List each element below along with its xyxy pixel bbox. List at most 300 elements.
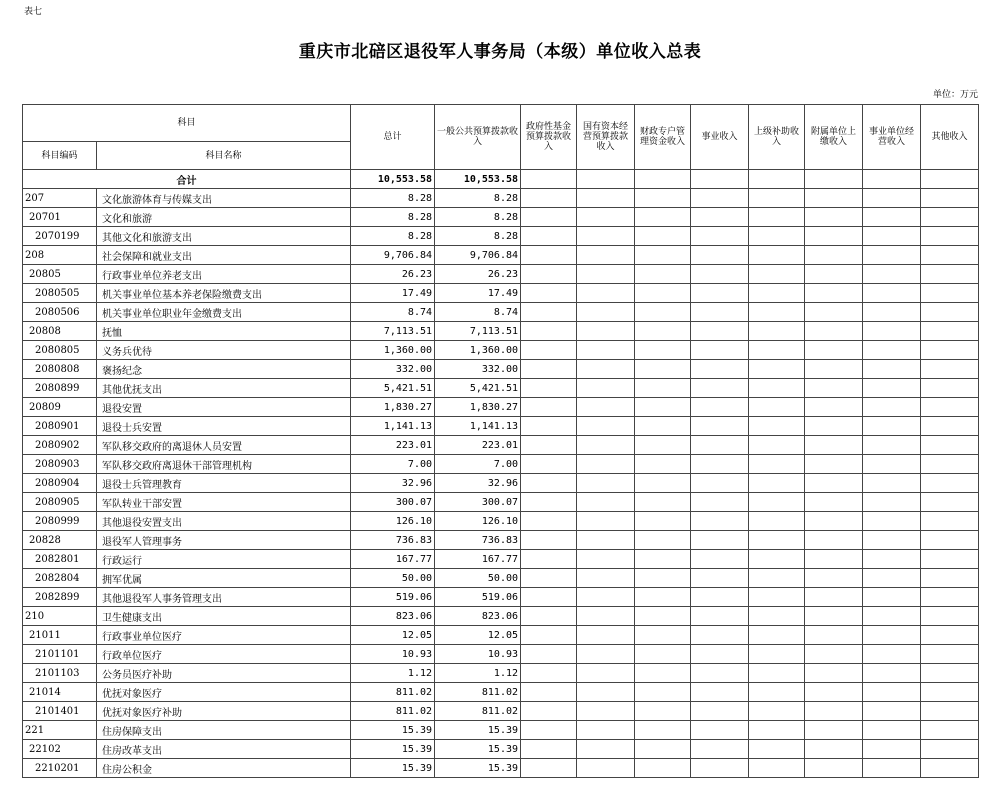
row-empty-cell [749, 189, 805, 208]
row-total: 811.02 [351, 683, 435, 702]
row-empty-cell [521, 721, 577, 740]
row-code: 21011 [23, 626, 97, 645]
row-total: 1,141.13 [351, 417, 435, 436]
row-name: 住房改革支出 [97, 740, 351, 759]
row-empty-cell [577, 360, 635, 379]
row-empty-cell [577, 284, 635, 303]
row-empty-cell [521, 626, 577, 645]
row-general: 15.39 [435, 721, 521, 740]
row-name: 拥军优属 [97, 569, 351, 588]
header-state-capital: 国有资本经营预算拨款收入 [577, 105, 635, 170]
row-empty-cell [749, 436, 805, 455]
row-total: 1,830.27 [351, 398, 435, 417]
row-empty-cell [749, 759, 805, 778]
row-name: 其他文化和旅游支出 [97, 227, 351, 246]
row-total: 9,706.84 [351, 246, 435, 265]
row-empty-cell [749, 455, 805, 474]
row-empty-cell [805, 322, 863, 341]
row-empty-cell [691, 436, 749, 455]
row-empty-cell [635, 664, 691, 683]
row-empty-cell [749, 721, 805, 740]
row-total: 8.28 [351, 189, 435, 208]
row-empty-cell [635, 512, 691, 531]
total-row [23, 170, 979, 189]
row-total: 15.39 [351, 759, 435, 778]
row-general: 50.00 [435, 569, 521, 588]
row-general: 8.28 [435, 189, 521, 208]
table-row [23, 550, 979, 569]
row-empty-cell [635, 455, 691, 474]
row-empty-cell [521, 550, 577, 569]
row-empty-cell [749, 265, 805, 284]
row-empty-cell [863, 683, 921, 702]
row-empty-cell [749, 208, 805, 227]
row-code: 22102 [23, 740, 97, 759]
row-code: 2082804 [23, 569, 97, 588]
row-empty-cell [863, 303, 921, 322]
row-empty-cell [749, 664, 805, 683]
row-general: 300.07 [435, 493, 521, 512]
row-empty-cell [577, 759, 635, 778]
row-name: 行政单位医疗 [97, 645, 351, 664]
row-empty-cell [749, 683, 805, 702]
row-empty-cell [635, 474, 691, 493]
row-empty-cell [635, 189, 691, 208]
row-empty-cell [863, 740, 921, 759]
table-row [23, 512, 979, 531]
row-empty-cell [921, 398, 979, 417]
row-empty-cell [521, 645, 577, 664]
header-fiscal-special: 财政专户管理资金收入 [635, 105, 691, 170]
row-name: 卫生健康支出 [97, 607, 351, 626]
row-empty-cell [635, 759, 691, 778]
row-general: 7.00 [435, 455, 521, 474]
row-empty-cell [749, 417, 805, 436]
row-empty-cell [749, 569, 805, 588]
row-general: 126.10 [435, 512, 521, 531]
row-total: 7,113.51 [351, 322, 435, 341]
row-name: 机关事业单位基本养老保险缴费支出 [97, 284, 351, 303]
row-empty-cell [805, 436, 863, 455]
row-empty-cell [805, 246, 863, 265]
row-empty-cell [863, 645, 921, 664]
row-empty-cell [521, 493, 577, 512]
table-row [23, 702, 979, 721]
header-operating: 事业单位经营收入 [863, 105, 921, 170]
row-empty-cell [691, 322, 749, 341]
row-empty-cell [691, 721, 749, 740]
row-empty-cell [577, 303, 635, 322]
row-total: 300.07 [351, 493, 435, 512]
row-empty-cell [805, 227, 863, 246]
row-empty-cell [805, 664, 863, 683]
row-name: 军队转业干部安置 [97, 493, 351, 512]
row-code: 2101103 [23, 664, 97, 683]
row-empty-cell [521, 512, 577, 531]
row-empty-cell [805, 702, 863, 721]
row-code: 221 [23, 721, 97, 740]
row-empty-cell [521, 759, 577, 778]
row-empty-cell [521, 436, 577, 455]
row-general: 32.96 [435, 474, 521, 493]
row-total: 15.39 [351, 740, 435, 759]
row-general: 8.74 [435, 303, 521, 322]
row-general: 5,421.51 [435, 379, 521, 398]
row-code: 20808 [23, 322, 97, 341]
row-empty-cell [635, 569, 691, 588]
row-empty-cell [921, 721, 979, 740]
row-total: 519.06 [351, 588, 435, 607]
row-name: 义务兵优待 [97, 341, 351, 360]
row-empty-cell [921, 265, 979, 284]
row-empty-cell [749, 740, 805, 759]
row-empty-cell [635, 493, 691, 512]
row-empty-cell [521, 569, 577, 588]
row-empty-cell [921, 664, 979, 683]
table-row [23, 341, 979, 360]
row-empty-cell [863, 417, 921, 436]
row-name: 军队移交政府的离退休人员安置 [97, 436, 351, 455]
row-empty-cell [635, 379, 691, 398]
row-empty-cell [805, 360, 863, 379]
row-empty-cell [521, 284, 577, 303]
row-empty-cell [635, 588, 691, 607]
row-empty-cell [691, 379, 749, 398]
row-empty-cell [749, 493, 805, 512]
row-empty-cell [577, 322, 635, 341]
row-empty-cell [805, 512, 863, 531]
row-code: 207 [23, 189, 97, 208]
row-empty-cell [691, 360, 749, 379]
row-empty-cell [577, 645, 635, 664]
row-general: 811.02 [435, 683, 521, 702]
table-row [23, 265, 979, 284]
row-empty-cell [921, 322, 979, 341]
row-empty-cell [577, 227, 635, 246]
row-empty-cell [863, 227, 921, 246]
row-empty-cell [577, 664, 635, 683]
row-name: 退役士兵管理教育 [97, 474, 351, 493]
row-general: 9,706.84 [435, 246, 521, 265]
row-empty-cell [749, 512, 805, 531]
table-row [23, 208, 979, 227]
row-code: 2080808 [23, 360, 97, 379]
row-empty-cell [635, 265, 691, 284]
row-code: 2080904 [23, 474, 97, 493]
row-name: 住房公积金 [97, 759, 351, 778]
table-row [23, 417, 979, 436]
row-code: 2210201 [23, 759, 97, 778]
row-empty-cell [691, 626, 749, 645]
row-empty-cell [635, 246, 691, 265]
row-empty-cell [921, 436, 979, 455]
row-empty-cell [863, 664, 921, 683]
row-empty-cell [635, 436, 691, 455]
row-empty-cell [921, 512, 979, 531]
row-general: 8.28 [435, 208, 521, 227]
row-empty-cell [805, 721, 863, 740]
row-empty-cell [577, 512, 635, 531]
row-empty-cell [921, 569, 979, 588]
row-empty-cell [521, 265, 577, 284]
row-empty-cell [577, 740, 635, 759]
row-empty-cell [805, 569, 863, 588]
row-total: 823.06 [351, 607, 435, 626]
row-general: 15.39 [435, 740, 521, 759]
row-general: 823.06 [435, 607, 521, 626]
header-superior-subsidy: 上级补助收入 [749, 105, 805, 170]
row-empty-cell [577, 702, 635, 721]
row-empty-cell [749, 588, 805, 607]
row-total: 1.12 [351, 664, 435, 683]
row-empty-cell [635, 322, 691, 341]
row-empty-cell [691, 284, 749, 303]
row-empty-cell [863, 322, 921, 341]
row-empty-cell [863, 569, 921, 588]
row-empty-cell [635, 227, 691, 246]
row-name: 其他优抚支出 [97, 379, 351, 398]
row-empty-cell [805, 265, 863, 284]
row-empty-cell [691, 531, 749, 550]
row-empty-cell [863, 265, 921, 284]
row-empty-cell [749, 303, 805, 322]
row-empty-cell [635, 702, 691, 721]
row-general: 167.77 [435, 550, 521, 569]
row-empty-cell [749, 360, 805, 379]
row-code: 2080999 [23, 512, 97, 531]
row-name: 行政事业单位养老支出 [97, 265, 351, 284]
row-empty-cell [863, 455, 921, 474]
row-total: 50.00 [351, 569, 435, 588]
header-subject: 科目 [23, 105, 351, 142]
row-empty-cell [863, 493, 921, 512]
row-empty-cell [521, 360, 577, 379]
table-row [23, 303, 979, 322]
row-empty-cell [749, 398, 805, 417]
row-empty-cell [863, 626, 921, 645]
row-empty-cell [805, 626, 863, 645]
row-general: 736.83 [435, 531, 521, 550]
row-name: 退役军人管理事务 [97, 531, 351, 550]
row-code: 20805 [23, 265, 97, 284]
row-empty-cell [521, 664, 577, 683]
row-empty-cell [921, 474, 979, 493]
row-total: 736.83 [351, 531, 435, 550]
row-total: 811.02 [351, 702, 435, 721]
income-summary-table [22, 104, 979, 778]
header-gov-fund: 政府性基金预算拨款收入 [521, 105, 577, 170]
row-name: 退役安置 [97, 398, 351, 417]
row-code: 2101401 [23, 702, 97, 721]
header-general-budget: 一般公共预算拨款收入 [435, 105, 521, 170]
row-name: 退役士兵安置 [97, 417, 351, 436]
row-empty-cell [521, 740, 577, 759]
row-empty-cell [635, 626, 691, 645]
row-empty-cell [749, 531, 805, 550]
row-name: 行政运行 [97, 550, 351, 569]
row-empty-cell [805, 379, 863, 398]
row-general: 332.00 [435, 360, 521, 379]
row-code: 2082801 [23, 550, 97, 569]
row-empty-cell [635, 284, 691, 303]
row-empty-cell [921, 379, 979, 398]
row-name: 住房保障支出 [97, 721, 351, 740]
table-row [23, 493, 979, 512]
row-empty-cell [749, 607, 805, 626]
row-empty-cell [521, 607, 577, 626]
row-empty-cell [691, 417, 749, 436]
row-empty-cell [921, 493, 979, 512]
row-name: 机关事业单位职业年金缴费支出 [97, 303, 351, 322]
row-empty-cell [691, 683, 749, 702]
row-general: 15.39 [435, 759, 521, 778]
row-empty-cell [521, 189, 577, 208]
row-empty-cell [863, 284, 921, 303]
row-empty-cell [805, 759, 863, 778]
table-row [23, 569, 979, 588]
row-empty-cell [635, 303, 691, 322]
table-row [23, 379, 979, 398]
row-empty-cell [749, 379, 805, 398]
row-empty-cell [521, 246, 577, 265]
row-empty-cell [805, 417, 863, 436]
row-empty-cell [863, 379, 921, 398]
row-empty-cell [577, 436, 635, 455]
row-empty-cell [577, 626, 635, 645]
row-empty-cell [921, 588, 979, 607]
row-empty-cell [635, 531, 691, 550]
row-empty-cell [921, 303, 979, 322]
table-row [23, 436, 979, 455]
row-code: 20701 [23, 208, 97, 227]
row-general: 10.93 [435, 645, 521, 664]
row-empty-cell [749, 246, 805, 265]
row-empty-cell [635, 398, 691, 417]
row-code: 2082899 [23, 588, 97, 607]
row-empty-cell [863, 512, 921, 531]
row-name: 其他退役军人事务管理支出 [97, 588, 351, 607]
row-empty-cell [863, 189, 921, 208]
row-empty-cell [691, 227, 749, 246]
row-empty-cell [921, 607, 979, 626]
row-empty-cell [749, 322, 805, 341]
row-empty-cell [577, 417, 635, 436]
row-empty-cell [921, 702, 979, 721]
row-empty-cell [805, 208, 863, 227]
row-empty-cell [863, 208, 921, 227]
row-empty-cell [805, 341, 863, 360]
row-total: 8.74 [351, 303, 435, 322]
row-total: 12.05 [351, 626, 435, 645]
row-code: 2080902 [23, 436, 97, 455]
row-code: 2080805 [23, 341, 97, 360]
row-empty-cell [805, 303, 863, 322]
row-general: 519.06 [435, 588, 521, 607]
table-row [23, 759, 979, 778]
row-empty-cell [921, 759, 979, 778]
row-empty-cell [577, 189, 635, 208]
row-empty-cell [691, 512, 749, 531]
row-empty-cell [577, 455, 635, 474]
row-empty-cell [805, 550, 863, 569]
row-empty-cell [749, 227, 805, 246]
row-name: 抚恤 [97, 322, 351, 341]
row-code: 2080901 [23, 417, 97, 436]
row-total: 1,360.00 [351, 341, 435, 360]
row-code: 2080899 [23, 379, 97, 398]
row-empty-cell [691, 303, 749, 322]
table-row [23, 721, 979, 740]
row-empty-cell [921, 360, 979, 379]
row-empty-cell [521, 303, 577, 322]
row-empty-cell [863, 246, 921, 265]
row-name: 行政事业单位医疗 [97, 626, 351, 645]
row-empty-cell [805, 189, 863, 208]
row-empty-cell [749, 626, 805, 645]
row-code: 2080506 [23, 303, 97, 322]
row-code: 2070199 [23, 227, 97, 246]
row-empty-cell [521, 398, 577, 417]
row-empty-cell [521, 455, 577, 474]
row-empty-cell [691, 341, 749, 360]
row-empty-cell [691, 664, 749, 683]
row-total: 15.39 [351, 721, 435, 740]
row-total: 26.23 [351, 265, 435, 284]
unit-label: 单位：万元 [932, 90, 978, 100]
table-row [23, 360, 979, 379]
row-empty-cell [805, 474, 863, 493]
row-empty-cell [521, 341, 577, 360]
row-general: 223.01 [435, 436, 521, 455]
row-total: 32.96 [351, 474, 435, 493]
row-empty-cell [921, 208, 979, 227]
row-empty-cell [921, 417, 979, 436]
row-empty-cell [577, 246, 635, 265]
row-empty-cell [863, 436, 921, 455]
header-business: 事业收入 [691, 105, 749, 170]
row-general: 1,830.27 [435, 398, 521, 417]
row-code: 21014 [23, 683, 97, 702]
row-empty-cell [863, 607, 921, 626]
table-row [23, 455, 979, 474]
row-empty-cell [635, 740, 691, 759]
header-name: 科目名称 [97, 142, 351, 170]
row-empty-cell [521, 531, 577, 550]
row-empty-cell [635, 645, 691, 664]
row-empty-cell [921, 683, 979, 702]
row-empty-cell [577, 721, 635, 740]
row-empty-cell [521, 588, 577, 607]
row-empty-cell [691, 474, 749, 493]
row-empty-cell [521, 417, 577, 436]
row-empty-cell [635, 607, 691, 626]
row-empty-cell [691, 569, 749, 588]
row-empty-cell [691, 759, 749, 778]
row-empty-cell [863, 360, 921, 379]
row-empty-cell [749, 645, 805, 664]
row-empty-cell [635, 360, 691, 379]
row-empty-cell [635, 208, 691, 227]
header-affiliated: 附属单位上缴收入 [805, 105, 863, 170]
row-empty-cell [749, 474, 805, 493]
total-amount: 10,553.58 [351, 170, 435, 189]
table-row [23, 607, 979, 626]
row-general: 1,141.13 [435, 417, 521, 436]
row-code: 2080505 [23, 284, 97, 303]
table-row [23, 531, 979, 550]
row-empty-cell [521, 702, 577, 721]
row-code: 20828 [23, 531, 97, 550]
